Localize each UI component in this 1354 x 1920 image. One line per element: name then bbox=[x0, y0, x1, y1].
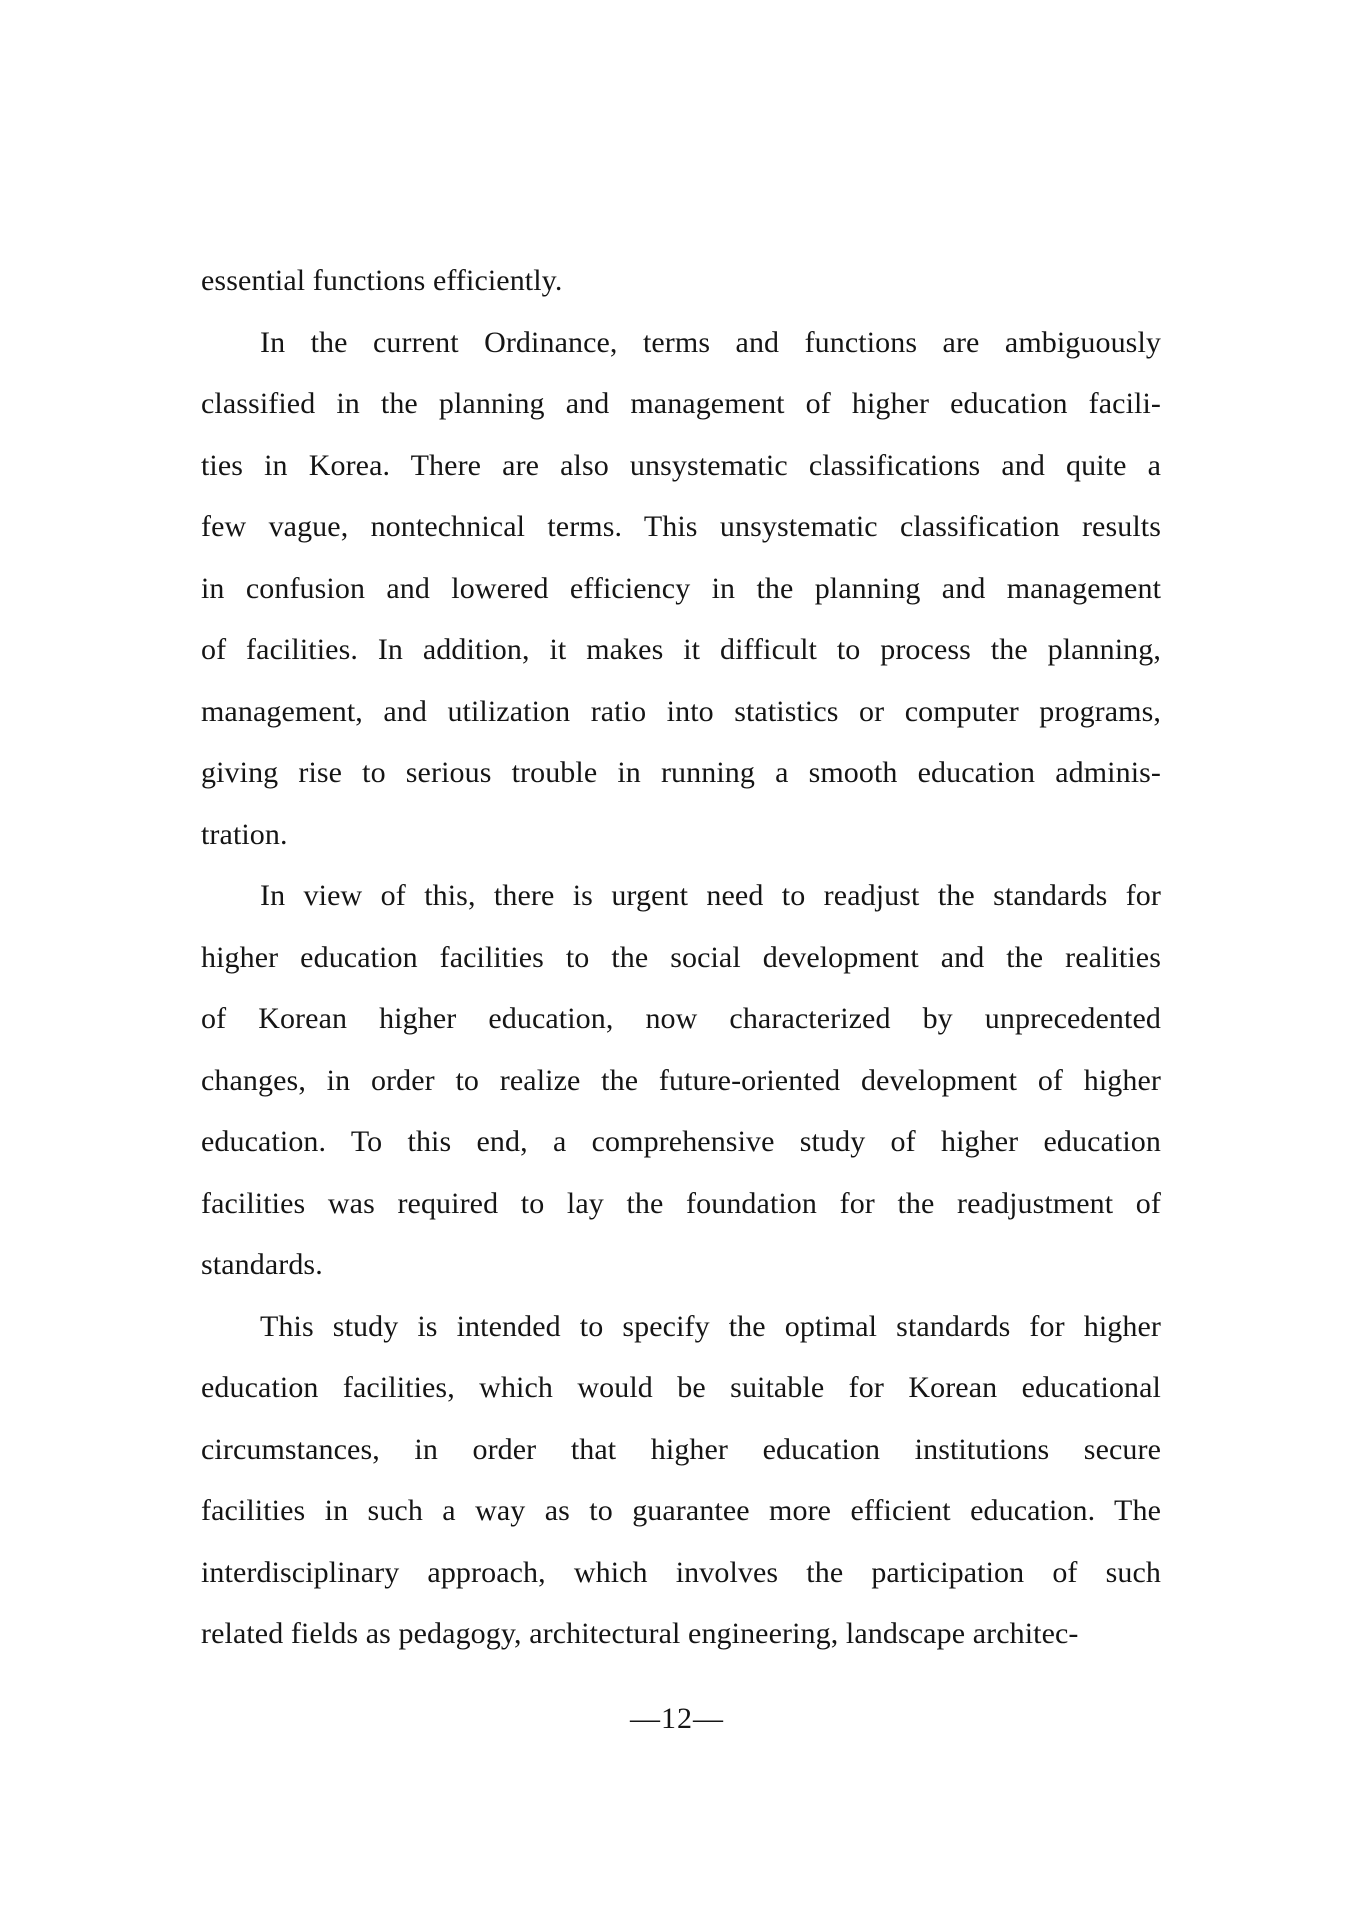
paragraph bbox=[201, 865, 1161, 1296]
text-line: education. To this end, a comprehensive study of higher education bbox=[201, 1125, 1161, 1158]
text-line: higher education facilities to the social development and the realities bbox=[201, 940, 1161, 974]
paragraph bbox=[201, 250, 1161, 312]
paragraph bbox=[201, 312, 1161, 866]
paragraph bbox=[201, 1296, 1161, 1665]
text-line: related fields as pedagogy, architectural engineering, landscape architec- bbox=[201, 1617, 1079, 1650]
text-line: of facilities. In addition, it makes it difficult to process the planning, bbox=[201, 633, 1161, 666]
text-line: giving rise to serious trouble in running a smooth education adminis- bbox=[201, 756, 1161, 789]
text-line: few vague, nontechnical terms. This unsystematic classification results bbox=[201, 510, 1161, 543]
text-line: in confusion and lowered efficiency in the planning and management bbox=[201, 571, 1161, 605]
text-line: standards. bbox=[201, 1248, 323, 1281]
text-line: essential functions efficiently. bbox=[201, 264, 563, 297]
text-line: tration. bbox=[201, 817, 288, 851]
page-number: —12— bbox=[630, 1702, 724, 1735]
text-line: facilities in such a way as to guarantee more efficient education. The bbox=[201, 1494, 1161, 1527]
text-line: In view of this, there is urgent need to readjust the standards for bbox=[260, 879, 1161, 912]
text-line: This study is intended to specify the optimal standards for higher bbox=[260, 1309, 1161, 1343]
text-line: of Korean higher education, now characterized by unprecedented bbox=[201, 1002, 1161, 1035]
text-line: education facilities, which would be suitable for Korean educational bbox=[201, 1371, 1161, 1404]
text-line: interdisciplinary approach, which involves the participation of such bbox=[201, 1555, 1161, 1589]
text-line: changes, in order to realize the future-oriented development of higher bbox=[201, 1063, 1161, 1097]
text-line: facilities was required to lay the foundation for the readjustment of bbox=[201, 1186, 1161, 1220]
text-line: In the current Ordinance, terms and functions are ambiguously bbox=[260, 325, 1161, 359]
text-line: classified in the planning and management of higher education facili- bbox=[201, 387, 1161, 420]
text-line: management, and utilization ratio into statistics or computer programs, bbox=[201, 694, 1161, 728]
body-text bbox=[201, 250, 1161, 1665]
text-line: circumstances, in order that higher education institutions secure bbox=[201, 1432, 1161, 1466]
text-line: ties in Korea. There are also unsystematic classifications and quite a bbox=[201, 448, 1161, 482]
